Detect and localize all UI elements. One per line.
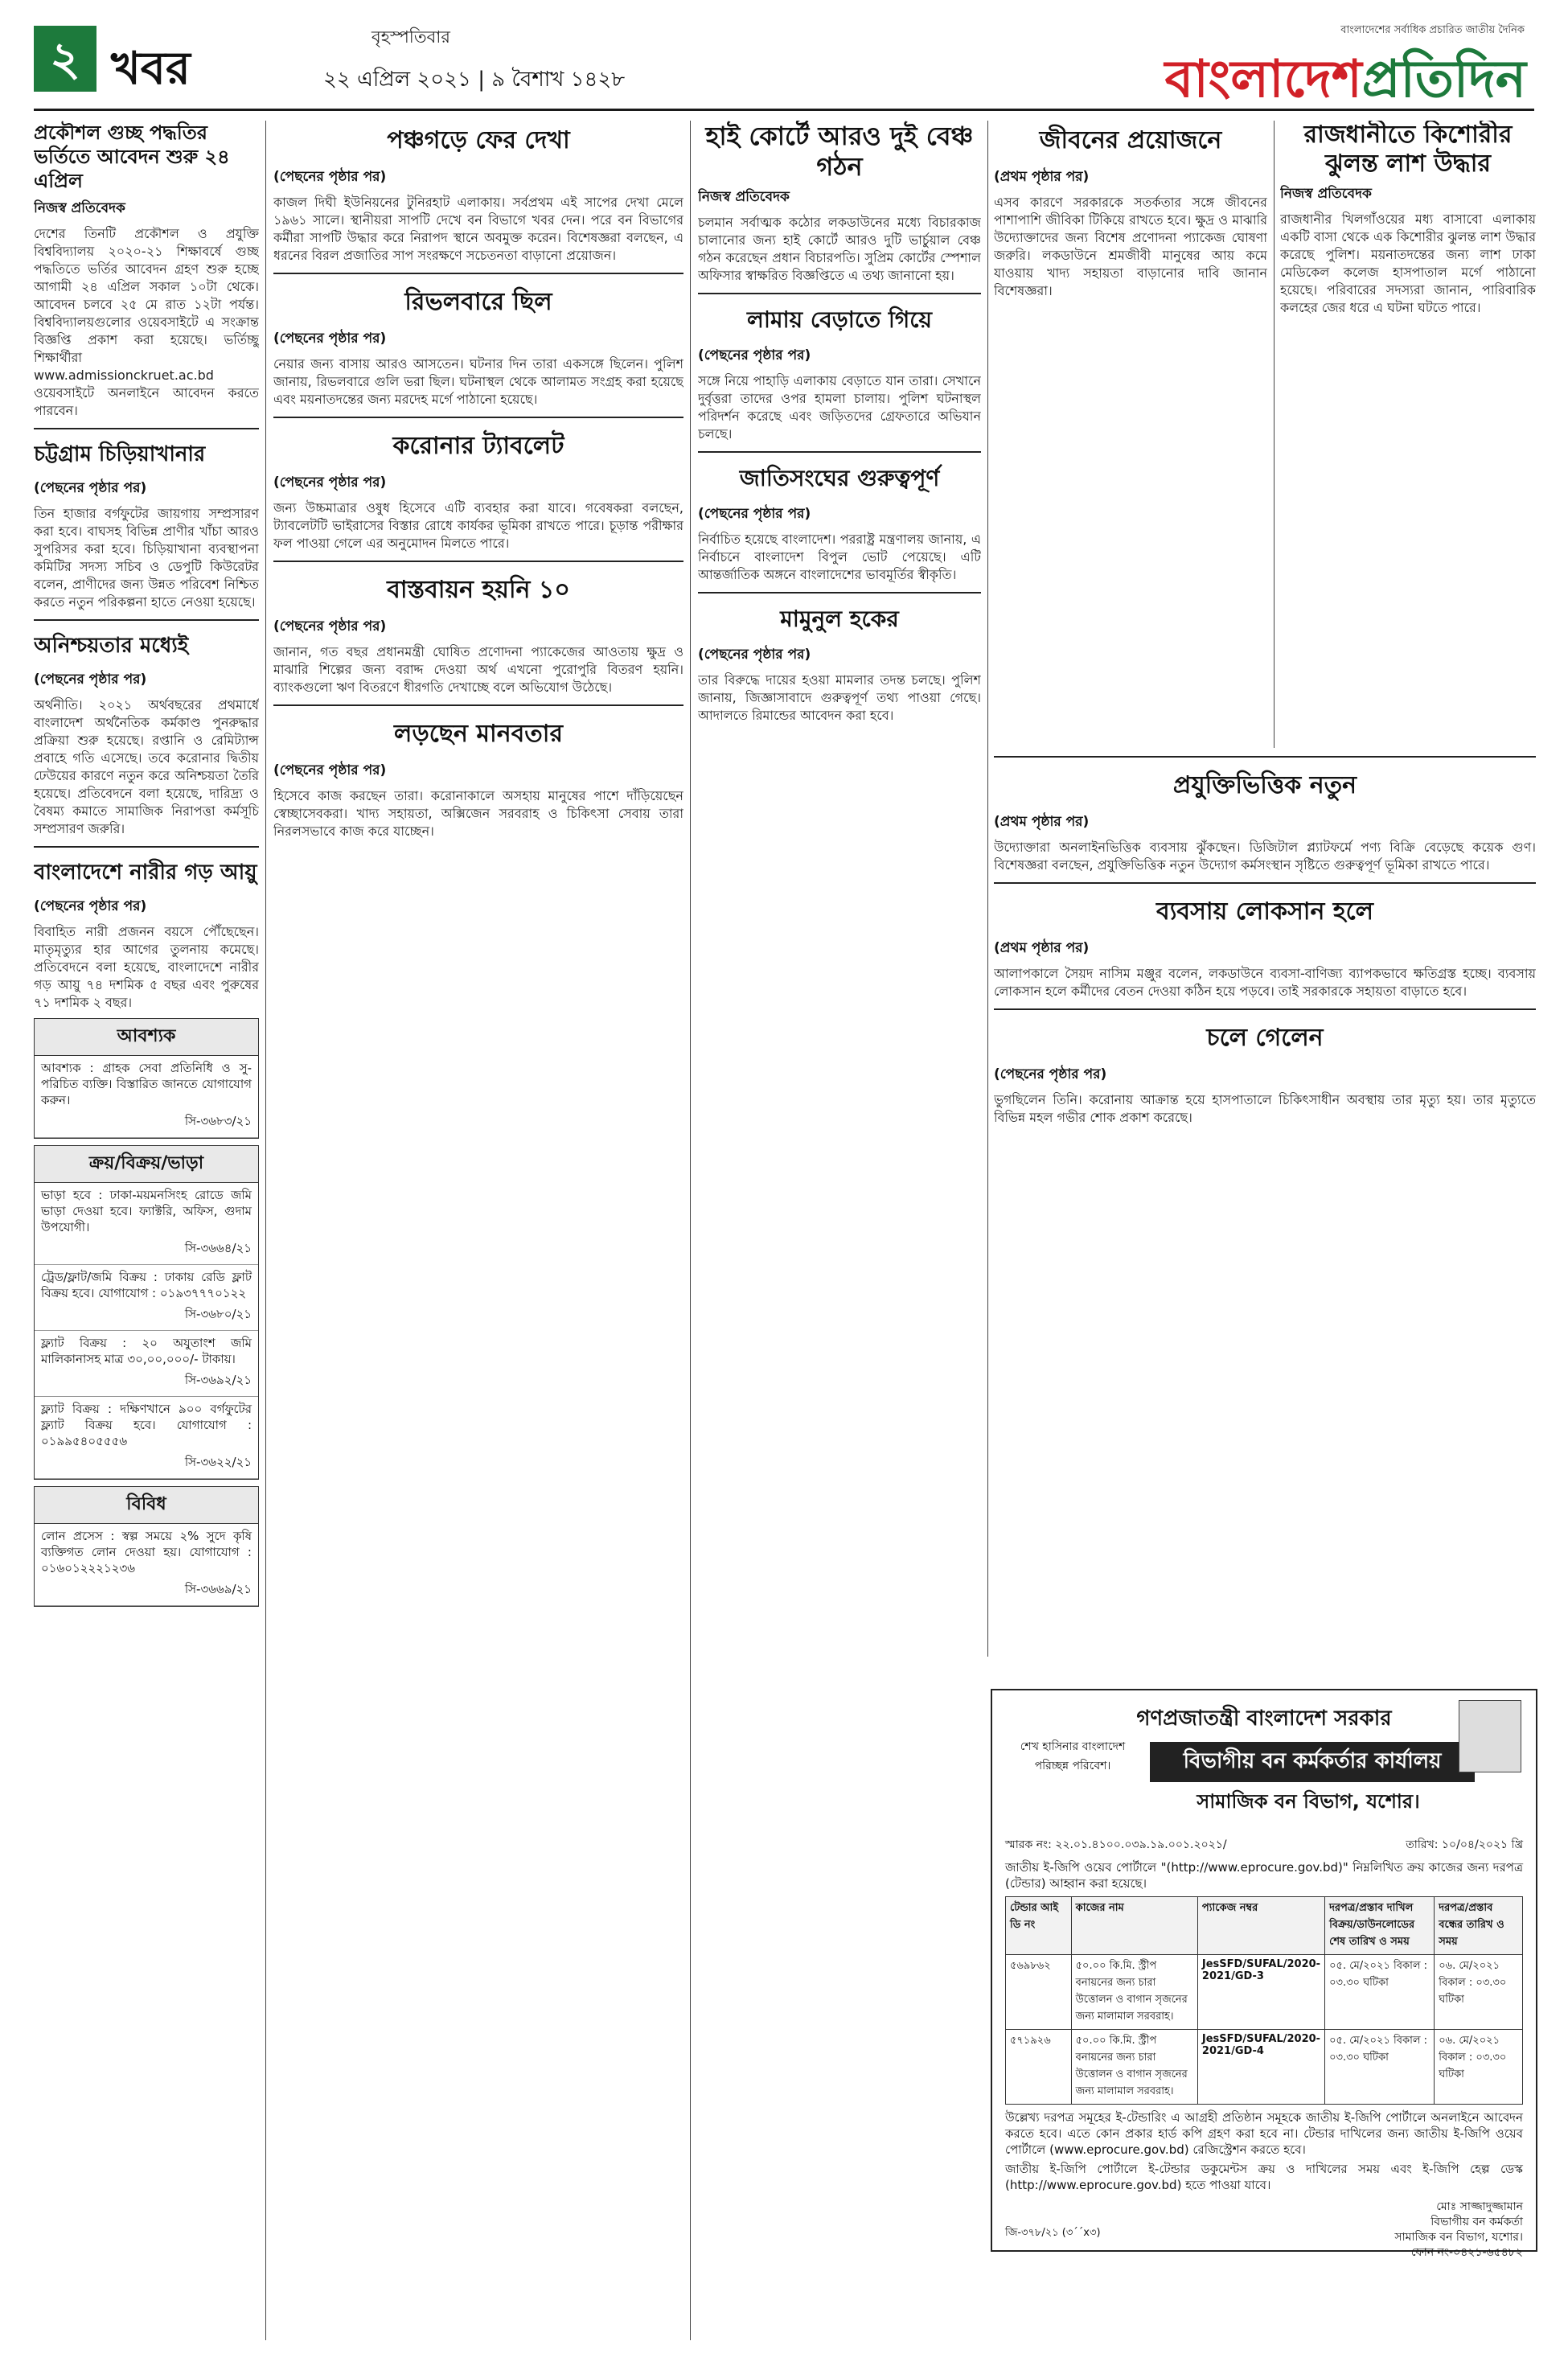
byline: (পেছনের পৃষ্ঠার পর) [273, 618, 387, 635]
article[interactable] [994, 766, 1536, 874]
divider [994, 882, 1536, 884]
right-lower-section [994, 756, 1536, 1681]
article-body: বিবাহিত নারী প্রজনন বয়সে পৌঁছেছেন। মাতৃমৃত্যুর হার আগের তুলনায় কমেছে। প্রতিবেদনে বলা হয়েছে, বাংলাদেশে নারীর গড় আয়ু ৭৪ দশমিক ৫ বছর এবং পুরুষের ৭১ দশমিক ২ বছর। [34, 924, 259, 1010]
headline[interactable]: লামায় বেড়াতে গিয়ে [746, 306, 933, 333]
byline: (পেছনের পৃষ্ঠার পর) [994, 1066, 1107, 1082]
tender-notice [991, 1689, 1537, 2259]
table-cell: ৫৭১৯২৬ [1006, 2030, 1072, 2105]
table-cell: ০৫. মে/২০২১ বিকাল : ০৩.৩০ ঘটিকা [1325, 1955, 1435, 2030]
article[interactable] [273, 282, 683, 409]
tender-office: বিভাগীয় বন কর্মকর্তার কার্যালয় [1150, 1742, 1475, 1782]
table-row [1006, 2030, 1523, 2105]
divider [273, 561, 683, 562]
byline: (প্রথম পৃষ্ঠার পর) [994, 940, 1090, 956]
byline: নিজস্ব প্রতিবেদক [1280, 186, 1372, 202]
article[interactable] [994, 121, 1267, 300]
headline[interactable]: হাই কোর্টে আরও দুই বেঞ্চ গঠন [705, 121, 974, 182]
byline: (পেছনের পৃষ্ঠার পর) [273, 331, 387, 347]
classified-section [34, 1018, 259, 1139]
article-body: দেশের তিনটি প্রকৌশল ও প্রযুক্তি বিশ্ববিদ্যালয় ২০২০-২১ শিক্ষাবর্ষে গুচ্ছ পদ্ধতিতে ভর্তির আবেদন গ্রহণ শুরু হচ্ছে আগামী ২৪ এপ্রিল সকাল ১০টা থেকে। আবেদন চলবে ২৫ মে রাত ১২টা পর্যন্ত। বিশ্ববিদ্যালয়গুলোর ওয়েবসাইটে এ সংক্রান্ত বিজ্ঞপ্তি প্রকাশ করা হয়েছে। ভর্তিচ্ছু শিক্ষার্থীরা www.admissionckruet.ac.bd ওয়েবসাইটে অনলাইনে আবেদন করতে পারবেন। [34, 226, 259, 418]
table-header: প্যাকেজ নম্বর [1197, 1897, 1324, 1955]
tender-note: উল্লেখ্য দরপত্র সমূহের ই-টেন্ডারিং এ আগ্রহী প্রতিষ্ঠান সমূহকে জাতীয় ই-জিপি পোর্টালে অনলাইনে আবেদন করতে হবে। এতে কোন প্রকার হার্ড কপি গ্রহণ করা হবে না। টেন্ডার দাখিলের জন্য জাতীয় ই-জিপি ওয়েব পোর্টালে (www.eprocure.gov.bd) রেজিস্ট্রেশন করতে হবে। [1005, 2110, 1523, 2157]
right-column [1280, 121, 1536, 748]
article-body: রাজধানীর খিলগাঁওয়ের মধ্য বাসাবো এলাকায় একটি বাসা থেকে এক কিশোরীর ঝুলন্ত লাশ উদ্ধার করেছে পুলিশ। ময়নাতদন্তের জন্য লাশ ঢাকা মেডিকেল কলেজ হাসপাতাল মর্গে পাঠানো হয়েছে। পরিবারের সদস্যরা জানান, পারিবারিক কলহের জের ধরে এ ঘটনা ঘটতে পারে। [1280, 212, 1536, 315]
headline[interactable]: চট্টগ্রাম চিড়িয়াখানার [34, 442, 206, 466]
tender-table [1005, 1896, 1523, 2105]
article-body: চলমান সর্বাত্মক কঠোর লকডাউনের মধ্যে বিচারকাজ চালানোর জন্য হাই কোর্টে আরও দুটি ভার্চুয়াল বেঞ্চ গঠন করেছেন প্রধান বিচারপতি। সুপ্রিম কোর্টের স্পেশাল অফিসার স্বাক্ষরিত বিজ্ঞপ্তিতে এ তথ্য জানানো হয়। [698, 215, 981, 283]
classified-item: ভাড়া হবে : ঢাকা-ময়মনসিংহ রোডে জমি ভাড়া দেওয়া হবে। ফ্যাক্টরি, অফিস, গুদাম উপযোগী। [41, 1188, 252, 1234]
table-cell: ৫৬৯৮৬২ [1006, 1955, 1072, 2030]
classified-code: সি-৩৬৮০/২১ [35, 1305, 258, 1331]
issue-date: ২২ এপ্রিল ২০২১ | ৯ বৈশাখ ১৪২৮ [323, 68, 626, 92]
classified-item: ট্রেড/ফ্লাট/জমি বিক্রয় : ঢাকায় রেডি ফ্লাট বিক্রয় হবে। যোগাযোগ : ০১৯৩৭৭৭০১২২ [41, 1270, 252, 1300]
table-header: টেন্ডার আই ডি নং [1006, 1897, 1072, 1955]
byline: (পেছনের পৃষ্ঠার পর) [698, 506, 811, 522]
article[interactable] [34, 629, 259, 838]
article[interactable] [698, 461, 981, 584]
headline[interactable]: চলে গেলেন [1206, 1024, 1324, 1052]
article-body: নির্বাচিত হয়েছে বাংলাদেশ। পররাষ্ট্র মন্ত্রণালয় জানায়, এ নির্বাচনে বাংলাদেশ বিপুল ভোট পেয়েছে। এটি আন্তর্জাতিক অঙ্গনে বাংলাদেশের ভাবমূর্তির স্বীকৃতি। [698, 532, 981, 582]
classified-section [34, 1486, 259, 1607]
table-row [1006, 1955, 1523, 2030]
article-body: অর্থনীতি। ২০২১ অর্থবছরের প্রথমার্ধে বাংলাদেশ অর্থনৈতিক কর্মকাণ্ড পুনরুদ্ধার প্রক্রিয়া শুরু হয়েছে। রপ্তানি ও রেমিট্যান্স প্রবাহে গতি এসেছে। তবে করোনার দ্বিতীয় ঢেউয়ের কারণে নতুন করে অনিশ্চয়তা তৈরি হয়েছে। প্রতিবেদনে বলা হয়েছে, দারিদ্র্য ও বৈষম্য কমাতে সামাজিক নিরাপত্তা কর্মসূচি সম্প্রসারণ জরুরি। [34, 697, 259, 836]
headline[interactable]: বাংলাদেশে নারীর গড় আয়ু [34, 860, 257, 885]
headline[interactable]: রিভলবারে ছিল [404, 288, 552, 316]
signer-title: বিভাগীয় বন কর্মকর্তা [1430, 2216, 1523, 2228]
tender-gov-line: গণপ্রজাতন্ত্রী বাংলাদেশ সরকার [1136, 1707, 1392, 1731]
table-cell: ০৬. মে/২০২১ বিকাল : ০৩.৩০ ঘটিকা [1435, 2030, 1523, 2105]
tender-reference [1005, 1835, 1523, 1854]
article-body: তিন হাজার বর্গফুটের জায়গায় সম্প্রসারণ করা হবে। বাঘসহ বিভিন্ন প্রাণীর খাঁচা আরও সুপরিসর করা হবে। চিড়িয়াখানা ব্যবস্থাপনা কমিটির সদস্য সচিব ও ডেপুটি কিউরেটর বলেন, প্রাণীদের জন্য উন্নত পরিবেশ নিশ্চিত করতে নতুন পরিকল্পনা হাতে নেওয়া হয়েছে। [34, 506, 259, 610]
classified-code: সি-৩৬৯২/২১ [35, 1371, 258, 1397]
article-body: ভুগছিলেন তিনি। করোনায় আক্রান্ত হয়ে হাসপাতালে চিকিৎসাধীন অবস্থায় তার মৃত্যু হয়। তার মৃত্যুতে বিভিন্ন মহল গভীর শোক প্রকাশ করেছে। [994, 1092, 1536, 1125]
table-header: দরপত্র/প্রস্তাব দাখিল বিক্রয়/ডাউনলোডের শেষ তারিখ ও সময় [1325, 1897, 1435, 1955]
table-cell: JesSFD/SUFAL/2020-2021/GD-3 [1197, 1955, 1324, 2030]
classified-code: সি-৩৬৬৯/২১ [35, 1580, 258, 1606]
classified-item: ফ্ল্যাট বিক্রয় : ২০ অযুতাংশ জমি মালিকানাসহ মাত্র ৩০,০০,০০০/- টাকায়। [41, 1336, 252, 1366]
page-header [34, 23, 1534, 111]
headline[interactable]: করোনার ট্যাবলেট [392, 432, 564, 460]
divider [34, 619, 259, 621]
article[interactable] [34, 856, 259, 1012]
headline[interactable]: প্রকৌশল গুচ্ছ পদ্ধতির ভর্তিতে আবেদন শুরু ২৪ এপ্রিল [34, 121, 230, 192]
column-divider [1274, 121, 1275, 748]
article-body: হিসেবে কাজ করছেন তারা। করোনাকালে অসহায় মানুষের পাশে দাঁড়িয়েছেন স্বেচ্ছাসেবকরা। খাদ্য সহায়তা, অক্সিজেন সরবরাহ ও চিকিৎসা সেবায় তারা নিরলসভাবে কাজ করে যাচ্ছেন। [273, 788, 683, 839]
byline: (পেছনের পৃষ্ঠার পর) [34, 480, 147, 496]
center-left-column [273, 121, 683, 2340]
byline: (প্রথম পৃষ্ঠার পর) [994, 169, 1090, 185]
tender-note: জাতীয় ই-জিপি পোর্টালে ই-টেন্ডার ডকুমেন্টস ক্রয় ও দাখিলের সময় এবং ই-জিপি হেল্প ডেস্ক (http://www.eprocure.gov.bd) হতে পাওয়া যাবে। [1005, 2162, 1523, 2192]
headline[interactable]: মামুনুল হকের [780, 606, 899, 632]
article[interactable] [994, 1018, 1536, 1127]
headline[interactable]: ব্যবসায় লোকসান হলে [1156, 897, 1373, 926]
byline: (পেছনের পৃষ্ঠার পর) [698, 647, 811, 663]
article[interactable] [34, 437, 259, 611]
byline: (পেছনের পৃষ্ঠার পর) [698, 347, 811, 363]
center-column [698, 121, 981, 2340]
classified-item: ফ্ল্যাট বিক্রয় : দক্ষিণখানে ৯০০ বর্গফুটের ফ্ল্যাট বিক্রয় হবে। যোগাযোগ : ০১৯৯৫৪০৫৫৫৬ [41, 1402, 252, 1448]
article[interactable] [1280, 121, 1536, 317]
classified-code: সি-৩৬৬৪/২১ [35, 1239, 258, 1265]
signer-dept: সামাজিক বন বিভাগ, যশোর। [1394, 2231, 1523, 2244]
masthead-logo[interactable] [1165, 40, 1526, 126]
article-body: জন্য উচ্চমাত্রার ওষুধ হিসেবে এটি ব্যবহার করা যাবে। গবেষকরা বলছেন, ট্যাবলেটটি ভাইরাসের বিস্তার রোধে কার্যকর ভূমিকা রাখতে পারে। চূড়ান্ত পরীক্ষার ফল পাওয়া গেলে এর অনুমোদন মিলতে পারে। [273, 500, 683, 551]
classified-item: লোন প্রসেস : স্বল্প সময়ে ২% সুদে কৃষি ব্যক্তিগত লোন দেওয়া হয়। যোগাযোগ : ০১৬০১২২২১২৩৬ [41, 1529, 252, 1575]
byline: (পেছনের পৃষ্ঠার পর) [273, 762, 387, 778]
tender-memo: স্মারক নং: ২২.০১.৪১০০.০৩৯.১৯.০০১.২০২১/ [1005, 1838, 1227, 1851]
classified-item: আবশ্যক : গ্রাহক সেবা প্রতিনিধি ও সু-পরিচিত ব্যক্তি। বিস্তারিত জানতে যোগাযোগ করুন। [41, 1061, 252, 1107]
article-body: জানান, গত বছর প্রধানমন্ত্রী ঘোষিত প্রণোদনা প্যাকেজের আওতায় ক্ষুদ্র ও মাঝারি শিল্পের জন্য বরাদ্দ দেওয়া অর্থ এখনো পুরোপুরি বিতরণ হয়নি। ব্যাংকগুলো ঋণ বিতরণে ধীরগতি দেখাচ্ছে বলে অভিযোগ উঠেছে। [273, 644, 683, 695]
byline: (পেছনের পৃষ্ঠার পর) [34, 672, 147, 688]
article[interactable] [273, 121, 683, 265]
article-body: আলাপকালে সৈয়দ নাসিম মঞ্জুর বলেন, লকডাউনে ব্যবসা-বাণিজ্য ব্যাপকভাবে ক্ষতিগ্রস্ত হচ্ছে। ব্যবসায় লোকসান হলে কর্মীদের বেতন দেওয়া কঠিন হয়ে পড়বে। তাই সরকারকে সহায়তা বাড়াতে হবে। [994, 966, 1536, 999]
headline[interactable]: লড়ছেন মানবতার [393, 720, 564, 748]
article[interactable] [273, 570, 683, 696]
headline[interactable]: অনিশ্চয়তার মধ্যেই [34, 634, 189, 658]
tender-slogan: শেখ হাসিনার বাংলাদেশ পরিচ্ছন্ন পরিবেশ। [1020, 1740, 1126, 1772]
divider [273, 273, 683, 274]
headline[interactable]: প্রযুক্তিভিত্তিক নতুন [1172, 771, 1357, 799]
tender-intro: জাতীয় ই-জিপি ওয়েব পোর্টালে "(http://www.eprocure.gov.bd)" নিম্নলিখিত ক্রয় কাজের জন্য দরপত্র (টেন্ডার) আহ্বান করা হয়েছে। [1005, 1860, 1523, 1891]
table-header: কাজের নাম [1071, 1897, 1197, 1955]
divider [34, 428, 259, 429]
headline[interactable]: জীবনের প্রয়োজনে [1039, 126, 1222, 154]
headline[interactable]: পঞ্চগড়ে ফের দেখা [387, 126, 570, 154]
byline: (প্রথম পৃষ্ঠার পর) [994, 814, 1090, 830]
divider [994, 756, 1536, 758]
article-body: উদ্যোক্তারা অনলাইনভিত্তিক ব্যবসায় ঝুঁকছেন। ডিজিটাল প্ল্যাটফর্মে পণ্য বিক্রি বেড়েছে কয়েক গুণ। বিশেষজ্ঞরা বলছেন, প্রযুক্তিভিত্তিক নতুন উদ্যোগ কর্মসংস্থান সৃষ্টিতে গুরুত্বপূর্ণ ভূমিকা রাখতে পারে। [994, 840, 1536, 873]
article[interactable] [994, 892, 1536, 1000]
column-divider [265, 121, 266, 2340]
article[interactable] [273, 714, 683, 840]
section-name: খবর [111, 43, 191, 95]
tender-dept: সামাজিক বন বিভাগ, যশোর। [1197, 1790, 1420, 1813]
byline: (পেছনের পৃষ্ঠার পর) [273, 474, 387, 491]
left-column [34, 121, 259, 2340]
headline[interactable]: বাস্তবায়ন হয়নি ১০ [387, 576, 570, 604]
article-body: কাজল দিঘী ইউনিয়নের টুনিরহাট এলাকায়। সর্বপ্রথম এই সাপের দেখা মেলে ১৯৬১ সালে। স্থানীয়রা সাপটি দেখে বন বিভাগে খবর দেন। পরে বন বিভাগের কর্মীরা সাপটি উদ্ধার করে নিরাপদ স্থানে অবমুক্ত করেন। বিশেষজ্ঞরা বলছেন, এ ধরনের বিরল প্রজাতির সাপ সংরক্ষণে সচেতনতা বাড়ানো প্রয়োজন। [273, 195, 683, 263]
article[interactable] [273, 426, 683, 552]
byline: (পেছনের পৃষ্ঠার পর) [34, 898, 147, 914]
byline: নিজস্ব প্রতিবেদক [34, 200, 125, 216]
byline: (পেছনের পৃষ্ঠার পর) [273, 169, 387, 185]
article-body: সঙ্গে নিয়ে পাহাড়ি এলাকায় বেড়াতে যান তারা। সেখানে দুর্বৃত্তরা তাদের ওপর হামলা চালায়। পুলিশ ঘটনাস্থল পরিদর্শন করেছে এবং জড়িতদের গ্রেফতারে অভিযান চলছে। [698, 373, 981, 442]
divider [698, 451, 981, 453]
divider [273, 704, 683, 706]
table-cell: ০৫. মে/২০২১ বিকাল : ০৩.৩০ ঘটিকা [1325, 2030, 1435, 2105]
table-cell: ৫০.০০ কি.মি. স্ট্রীপ বনায়নের জন্য চারা উত্তোলন ও বাগান সৃজনের জন্য মালামাল সরবরাহ। [1071, 1955, 1197, 2030]
column-divider [690, 121, 691, 2340]
classified-code: সি-৩৬৮৩/২১ [35, 1112, 258, 1138]
signer-name: মোঃ সাজ্জাদুজ্জামান [1436, 2200, 1523, 2213]
article[interactable] [698, 602, 981, 725]
masthead-part1: বাংলাদেশ [1164, 50, 1362, 109]
classified-title: ক্রয়/বিক্রয়/ভাড়া [35, 1146, 258, 1183]
article[interactable] [34, 121, 259, 420]
classified-title: বিবিধ [35, 1487, 258, 1524]
article-body: তার বিরুদ্ধে দায়ের হওয়া মামলার তদন্ত চলছে। পুলিশ জানায়, জিজ্ঞাসাবাদে গুরুত্বপূর্ণ তথ্য পাওয়া গেছে। আদালতে রিমান্ডের আবেদন করা হবে। [698, 672, 981, 723]
masthead-tagline: বাংলাদেশের সর্বাধিক প্রচারিত জাতীয় দৈনিক [1340, 24, 1525, 36]
table-cell: JesSFD/SUFAL/2020-2021/GD-4 [1197, 2030, 1324, 2105]
classified-section [34, 1145, 259, 1480]
article[interactable] [698, 302, 981, 443]
signer-phone: ফোন নং-০৪২১-৬৫৪৮২ [1410, 2246, 1523, 2259]
headline[interactable]: রাজধানীতে কিশোরীর ঝুলন্ত লাশ উদ্ধার [1303, 121, 1513, 178]
column-divider [987, 121, 988, 1657]
right-center-column [994, 121, 1267, 748]
divider [273, 417, 683, 418]
tender-code: জি-৩৭৮/২১ (৩´´x৩) [1005, 2227, 1101, 2239]
table-cell: ৫০.০০ কি.মি. স্ট্রীপ বনায়নের জন্য চারা উত্তোলন ও বাগান সৃজনের জন্য মালামাল সরবরাহ। [1071, 2030, 1197, 2105]
page-number-badge: ২ [34, 26, 96, 92]
headline[interactable]: জাতিসংঘের গুরুত্বপূর্ণ [739, 465, 940, 491]
masthead-part2: প্রতিদিন [1361, 50, 1526, 109]
divider [698, 592, 981, 594]
table-cell: ০৬. মে/২০২১ বিকাল : ০৩.৩০ ঘটিকা [1435, 1955, 1523, 2030]
table-header: দরপত্র/প্রস্তাব বন্ধের তারিখ ও সময় [1435, 1897, 1523, 1955]
portrait-image [1459, 1700, 1521, 1772]
divider [34, 846, 259, 848]
byline: নিজস্ব প্রতিবেদক [698, 189, 790, 205]
article[interactable] [698, 121, 981, 285]
classified-title: আবশ্যক [35, 1019, 258, 1056]
classified-code: সি-৩৬২২/২১ [35, 1453, 258, 1479]
divider [698, 293, 981, 294]
day-of-week: বৃহস্পতিবার [371, 27, 450, 47]
article-body: নেয়ার জন্য বাসায় আরও আসতেন। ঘটনার দিন তারা একসঙ্গে ছিলেন। পুলিশ জানায়, রিভলবারে গুলি ভরা ছিল। ঘটনাস্থল থেকে আলামত সংগ্রহ করা হয়েছে এবং ময়নাতদন্তের জন্য মরদেহ মর্গে পাঠানো হয়েছে। [273, 356, 683, 407]
divider [994, 1008, 1536, 1010]
tender-memo-date: তারিখ: ১০/০৪/২০২১ খ্রি [1406, 1838, 1523, 1851]
article-body: এসব কারণে সরকারকে সতর্কতার সঙ্গে জীবনের পাশাপাশি জীবিকা টিকিয়ে রাখতে হবে। ক্ষুদ্র ও মাঝারি উদ্যোক্তাদের জন্য বিশেষ প্রণোদনা প্যাকেজ ঘোষণা জরুরি। লকডাউনে শ্রমজীবী মানুষের আয় কমে যাওয়ায় খাদ্য সহায়তা বাড়ানোর দাবি জানান বিশেষজ্ঞরা। [994, 195, 1267, 298]
